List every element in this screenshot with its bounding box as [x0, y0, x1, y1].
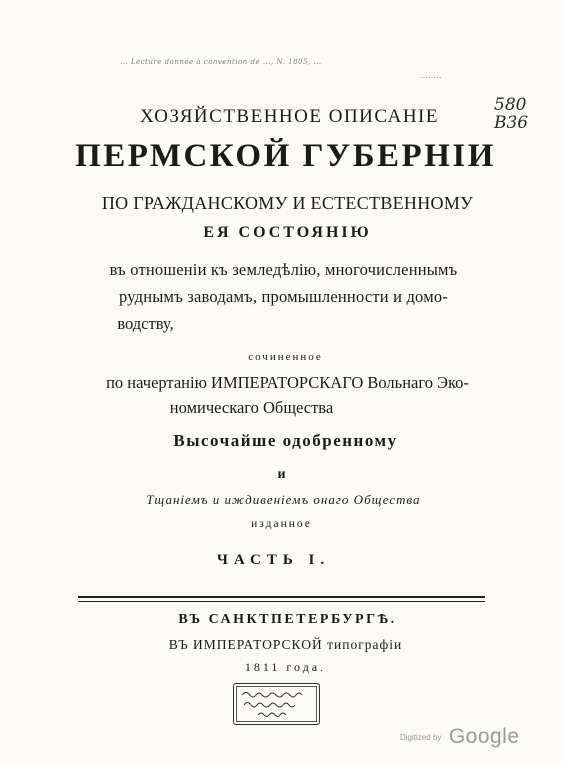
approval-line: Высочайше одобренному: [173, 431, 398, 450]
description-line-1: въ отношеніи къ земледѣлію, многочисленнымъ: [109, 260, 458, 279]
double-rule-top: [78, 596, 485, 598]
subtitle-line-1: ПО ГРАЖДАНСКОМУ И ЕСТЕСТВЕННОМУ: [101, 193, 474, 213]
double-rule-bottom: [78, 601, 485, 602]
library-stamp: [233, 683, 320, 725]
digitized-by-google-watermark: [400, 725, 520, 749]
part-number: ЧАСТЬ I.: [216, 552, 331, 568]
conjunction: и: [277, 467, 286, 482]
imprint-city: ВЪ САНКТПЕТЕРБУРГѢ.: [178, 612, 397, 627]
title-line-1: ХОЗЯЙСТВЕННОЕ ОПИСАНІЕ: [139, 106, 439, 127]
society-line-2: номическаго Общества: [169, 398, 334, 417]
watermark-prefix: Digitized by: [400, 732, 442, 742]
description-line-3: водству,: [117, 314, 174, 333]
shelfmark-number: 580: [494, 95, 527, 115]
subtitle-line-2: ЕЯ СОСТОЯНІЮ: [203, 224, 372, 241]
description-line-2: руднымъ заводамъ, промышленности и домо-: [119, 287, 448, 306]
publisher-line: Тщаніемъ и иждивеніемъ онаго Общества: [146, 492, 421, 507]
google-logo-text: Google: [448, 725, 520, 748]
handwritten-note: ... Lecture donnée à convention de ..., N. 1805, ...: [120, 58, 322, 66]
shelfmark-code: B36: [494, 113, 529, 133]
imprint-press: ВЪ ИМПЕРАТОРСКОЙ типографіи: [168, 637, 403, 652]
published-label: изданное: [251, 518, 312, 530]
library-stamp-script: [234, 684, 319, 724]
handwritten-note-2: ........: [420, 72, 442, 80]
society-line-1: по начертанію ИМПЕРАТОРСКАГО Вольнаго Эко-: [106, 373, 469, 392]
imprint-year: 1811 года.: [244, 660, 327, 674]
title-main: ПЕРМСКОЙ ГУБЕРНІИ: [75, 138, 496, 174]
composed-label: сочиненное: [248, 351, 323, 363]
